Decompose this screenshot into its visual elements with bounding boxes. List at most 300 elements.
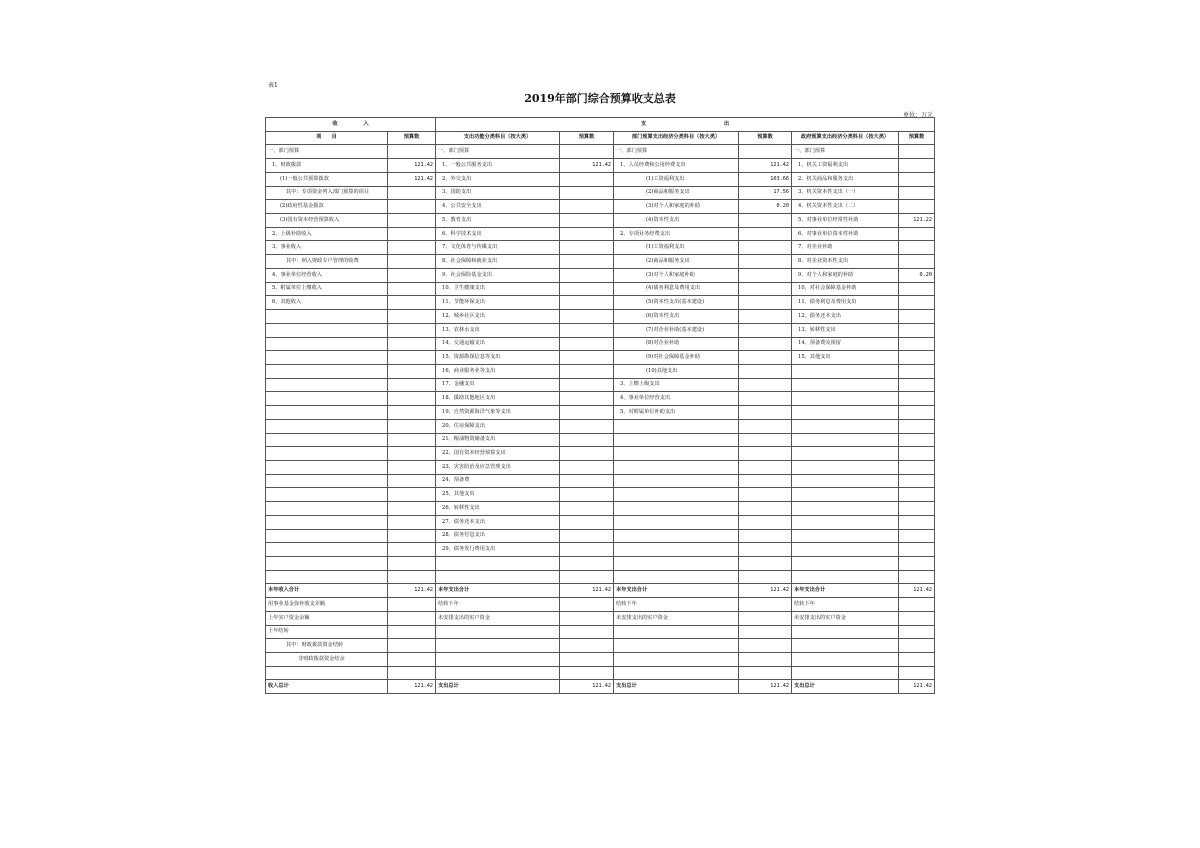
dept-econ-item-cell: 未安排支出的实户资金 <box>614 611 739 625</box>
dept-econ-item-cell <box>614 570 739 584</box>
func-amount-cell <box>560 557 614 571</box>
dept-econ-amount-cell <box>739 474 792 488</box>
dept-econ-amount-cell <box>739 653 792 667</box>
dept-econ-amount-cell <box>739 241 792 255</box>
dept-econ-item-cell: 3、上缴上级支出 <box>614 378 739 392</box>
gov-econ-item-cell: 4、机关资本性支出（二） <box>792 200 899 214</box>
func-item-cell: 支出总计 <box>436 680 560 694</box>
income-amount-cell: 121.42 <box>388 584 436 598</box>
table-row <box>266 268 935 282</box>
dept-econ-item-cell <box>614 488 739 502</box>
dept-econ-amount-cell <box>739 447 792 461</box>
income-item-cell <box>266 392 388 406</box>
gov-econ-item-cell: 9、对个人和家庭的补助 <box>792 268 899 282</box>
gov-econ-item-cell <box>792 653 899 667</box>
table-row <box>266 598 935 612</box>
func-item-cell: 29、债务发行费用支出 <box>436 543 560 557</box>
dept-econ-amount-cell <box>739 502 792 516</box>
gov-econ-amount-cell <box>899 296 935 310</box>
income-item-cell: 6、其他收入 <box>266 296 388 310</box>
income-amount-cell <box>388 653 436 667</box>
income-header: 收 入 <box>266 118 436 132</box>
dept-econ-item-cell <box>614 653 739 667</box>
income-amount-cell <box>388 186 436 200</box>
income-item-cell: 上年结转 <box>266 625 388 639</box>
func-amount-cell <box>560 419 614 433</box>
page-title: 2019年部门综合预算收支总表 <box>524 92 676 105</box>
income-item-cell <box>266 323 388 337</box>
dept-econ-item-cell <box>614 460 739 474</box>
func-amount-cell <box>560 515 614 529</box>
income-item-cell <box>266 337 388 351</box>
func-amount-cell <box>560 296 614 310</box>
dept-econ-item-cell: (2)商品和服务支出 <box>614 255 739 269</box>
income-item-cell <box>266 351 388 365</box>
table-row <box>266 255 935 269</box>
dept-econ-amount-cell <box>739 529 792 543</box>
dept-econ-item-cell: 结转下年 <box>614 598 739 612</box>
gov-econ-amount-cell <box>899 570 935 584</box>
gov-econ-item-cell <box>792 474 899 488</box>
income-amount-cell <box>388 378 436 392</box>
dept-econ-amount-cell <box>739 666 792 680</box>
gov-econ-item-cell: 15、其他支出 <box>792 351 899 365</box>
func-item-cell: 一、部门预算 <box>436 145 560 159</box>
func-item-cell: 8、社会保障和就业支出 <box>436 255 560 269</box>
gov-econ-amount-cell <box>899 186 935 200</box>
income-amount-cell <box>388 200 436 214</box>
gov-econ-amount-cell <box>899 611 935 625</box>
func-item-cell: 24、预备费 <box>436 474 560 488</box>
func-amount-cell <box>560 570 614 584</box>
func-item-cell: 10、卫生健康支出 <box>436 282 560 296</box>
gov-econ-item-cell: 3、机关资本性支出（一） <box>792 186 899 200</box>
func-amount-cell <box>560 543 614 557</box>
table-row <box>266 159 935 173</box>
gov-econ-amount-cell <box>899 433 935 447</box>
income-amount-cell <box>388 268 436 282</box>
gov-econ-amount-cell <box>899 323 935 337</box>
table-row <box>266 666 935 680</box>
income-item-cell: 一、部门预算 <box>266 145 388 159</box>
table-row <box>266 214 935 228</box>
func-amount-cell <box>560 474 614 488</box>
income-item-cell <box>266 543 388 557</box>
func-amount-cell: 121.42 <box>560 680 614 694</box>
dept-econ-amount-cell <box>739 557 792 571</box>
income-item-cell: 其中：纳入财政专户管理的收费 <box>266 255 388 269</box>
dept-econ-amount-cell <box>739 296 792 310</box>
dept-econ-item-cell: 4、事业单位经营支出 <box>614 392 739 406</box>
table-row <box>266 419 935 433</box>
table-row <box>266 406 935 420</box>
func-amount-cell <box>560 172 614 186</box>
income-item-cell: (3)国有资本经营预算收入 <box>266 214 388 228</box>
income-item-cell <box>266 502 388 516</box>
income-item-cell: 其中：专项资金列入部门预算的项目 <box>266 186 388 200</box>
income-amount-cell <box>388 447 436 461</box>
gov-econ-amount-cell <box>899 666 935 680</box>
header-row-section <box>266 118 935 132</box>
gov-econ-item-cell: 11、债务利息及费用支出 <box>792 296 899 310</box>
income-amount-cell <box>388 474 436 488</box>
func-amount-cell <box>560 310 614 324</box>
func-amount-cell <box>560 337 614 351</box>
income-amount-cell <box>388 337 436 351</box>
func-item-cell: 4、公共安全支出 <box>436 200 560 214</box>
gov-econ-item-cell <box>792 392 899 406</box>
func-item-cell <box>436 625 560 639</box>
income-item-cell: 3、事业收入 <box>266 241 388 255</box>
gov-econ-amount-cell <box>899 200 935 214</box>
func-item-cell <box>436 666 560 680</box>
table-row <box>266 227 935 241</box>
income-amount-cell <box>388 666 436 680</box>
gov-econ-amount-cell <box>899 447 935 461</box>
gov-econ-amount-cell <box>899 598 935 612</box>
func-item-cell: 14、交通运输支出 <box>436 337 560 351</box>
income-item-cell: (2)政府性基金拨款 <box>266 200 388 214</box>
dept-econ-amount-cell <box>739 488 792 502</box>
dept-econ-item-cell <box>614 447 739 461</box>
func-item-cell <box>436 653 560 667</box>
dept-econ-item-cell: 2、专项业务经费支出 <box>614 227 739 241</box>
income-amount-cell <box>388 639 436 653</box>
income-item-cell: 非财政拨款资金结余 <box>266 653 388 667</box>
income-item-cell: 2、上级补助收入 <box>266 227 388 241</box>
table-body <box>266 145 935 694</box>
dept-econ-item-cell: (3)对个人和家庭的补助 <box>614 200 739 214</box>
income-amount-cell <box>388 515 436 529</box>
dept-econ-item-cell: 一、部门预算 <box>614 145 739 159</box>
func-item-cell: 28、债务付息支出 <box>436 529 560 543</box>
gov-econ-amount-cell <box>899 310 935 324</box>
income-item-cell <box>266 570 388 584</box>
dept-econ-item-cell: 5、对附属单位补助支出 <box>614 406 739 420</box>
gov-econ-item-cell: 14、预备费及预留 <box>792 337 899 351</box>
header-row-columns <box>266 131 935 145</box>
func-amount-cell <box>560 364 614 378</box>
income-item-cell <box>266 406 388 420</box>
func-amount-cell <box>560 145 614 159</box>
expense-header: 支 出 <box>436 118 935 132</box>
dept-econ-amount-cell <box>739 570 792 584</box>
income-item-cell <box>266 447 388 461</box>
func-item-cell: 18、援助其他地区支出 <box>436 392 560 406</box>
dept-econ-amount-cell <box>739 625 792 639</box>
income-amount-cell <box>388 255 436 269</box>
income-amount-cell <box>388 433 436 447</box>
dept-econ-item-cell: (8)对企业补助 <box>614 337 739 351</box>
func-item-cell: 3、国防支出 <box>436 186 560 200</box>
func-amount-cell: 121.42 <box>560 159 614 173</box>
income-item-cell <box>266 557 388 571</box>
gov-econ-amount-cell <box>899 557 935 571</box>
income-amount-cell <box>388 310 436 324</box>
func-amount-cell <box>560 447 614 461</box>
func-amount-cell <box>560 639 614 653</box>
income-item-cell <box>266 666 388 680</box>
gov-econ-item-cell: 6、对事业单位资本性补助 <box>792 227 899 241</box>
dept-econ-amount-cell <box>739 392 792 406</box>
unit-label: 单位：万元 <box>902 112 933 119</box>
dept-econ-amount-cell <box>739 406 792 420</box>
func-amount-cell <box>560 227 614 241</box>
gov-econ-item-cell <box>792 419 899 433</box>
table-row <box>266 378 935 392</box>
table-row <box>266 680 935 694</box>
dept-econ-amount-cell <box>739 419 792 433</box>
gov-econ-amount-cell <box>899 639 935 653</box>
income-amount-cell <box>388 227 436 241</box>
func-item-cell: 17、金融支出 <box>436 378 560 392</box>
table-row <box>266 296 935 310</box>
func-item-cell: 25、其他支出 <box>436 488 560 502</box>
dept-econ-item-cell: (1)工资福利支出 <box>614 241 739 255</box>
func-item-cell: 1、一般公共服务支出 <box>436 159 560 173</box>
gov-econ-amount-cell <box>899 378 935 392</box>
income-amount-cell <box>388 611 436 625</box>
income-item-cell: 收入总计 <box>266 680 388 694</box>
gov-econ-amount-cell <box>899 227 935 241</box>
dept-econ-amount-cell <box>739 598 792 612</box>
income-item-cell <box>266 474 388 488</box>
table-row <box>266 241 935 255</box>
dept-econ-item-cell: (5)资本性支出(基本建设) <box>614 296 739 310</box>
gov-econ-amount-cell <box>899 145 935 159</box>
table-row <box>266 570 935 584</box>
gov-econ-item-cell <box>792 433 899 447</box>
dept-econ-amount-cell <box>739 460 792 474</box>
gov-econ-item-cell <box>792 378 899 392</box>
func-item-cell: 12、城乡社区支出 <box>436 310 560 324</box>
table-row <box>266 337 935 351</box>
table-row <box>266 639 935 653</box>
dept-econ-item-cell: (4)资本性支出 <box>614 214 739 228</box>
func-amount-cell <box>560 406 614 420</box>
gov-econ-item-cell <box>792 447 899 461</box>
dept-econ-item-cell <box>614 474 739 488</box>
table-row <box>266 653 935 667</box>
gov-econ-item-cell: 13、转移性支出 <box>792 323 899 337</box>
func-item-cell: 未安排支出的实户资金 <box>436 611 560 625</box>
func-amount-cell <box>560 351 614 365</box>
func-amount-cell <box>560 666 614 680</box>
gov-econ-amount-cell: 0.20 <box>899 268 935 282</box>
income-amount-cell <box>388 282 436 296</box>
gov-econ-item-cell <box>792 515 899 529</box>
func-amount-cell <box>560 502 614 516</box>
income-item-cell: 用事业基金弥补收支差额 <box>266 598 388 612</box>
func-item-cell <box>436 570 560 584</box>
func-item-cell: 15、资源勘探信息等支出 <box>436 351 560 365</box>
func-item-cell: 27、债务还本支出 <box>436 515 560 529</box>
gov-econ-amount-cell <box>899 419 935 433</box>
func-item-cell: 16、商业服务业等支出 <box>436 364 560 378</box>
table-row <box>266 282 935 296</box>
func-item-cell: 13、农林水支出 <box>436 323 560 337</box>
dept-econ-item-cell <box>614 639 739 653</box>
table-number: 表1 <box>268 82 278 89</box>
gov-econ-amount-cell <box>899 364 935 378</box>
dept-econ-amount-cell <box>739 282 792 296</box>
table-row <box>266 186 935 200</box>
income-amount-cell <box>388 351 436 365</box>
dept-econ-amount-cell: 121.42 <box>739 584 792 598</box>
table-row <box>266 310 935 324</box>
dept-econ-item-cell: 支出总计 <box>614 680 739 694</box>
dept-econ-item-cell <box>614 515 739 529</box>
dept-econ-item-cell: (10)其他支出 <box>614 364 739 378</box>
gov-econ-item-cell: 支出总计 <box>792 680 899 694</box>
table-row <box>266 200 935 214</box>
amount-column-header: 预算数 <box>899 131 935 145</box>
income-amount-cell <box>388 502 436 516</box>
table-row <box>266 364 935 378</box>
gov-econ-amount-cell <box>899 502 935 516</box>
gov-econ-item-cell <box>792 666 899 680</box>
gov-econ-item-cell <box>792 625 899 639</box>
dept-econ-item-cell: (4)债务利息及费用支出 <box>614 282 739 296</box>
income-amount-cell <box>388 406 436 420</box>
amount-column-header: 预算数 <box>739 131 792 145</box>
income-item-cell <box>266 488 388 502</box>
func-item-cell <box>436 639 560 653</box>
gov-econ-item-cell: 5、对事业单位经常性补助 <box>792 214 899 228</box>
gov-econ-amount-cell <box>899 172 935 186</box>
func-item-cell: 23、灾害防治及应急管理支出 <box>436 460 560 474</box>
dept-econ-item-cell <box>614 529 739 543</box>
dept-econ-item-cell: (3)对个人和家庭补助 <box>614 268 739 282</box>
gov-econ-item-cell: 结转下年 <box>792 598 899 612</box>
func-item-cell: 结转下年 <box>436 598 560 612</box>
income-amount-cell: 121.42 <box>388 172 436 186</box>
gov-econ-item-cell: 本年支出合计 <box>792 584 899 598</box>
dept-econ-item-cell: (9)对社会保障基金补助 <box>614 351 739 365</box>
func-amount-cell <box>560 625 614 639</box>
income-amount-cell <box>388 214 436 228</box>
budget-summary-table <box>265 117 935 694</box>
income-item-cell <box>266 310 388 324</box>
func-item-cell: 21、粮油物资储备支出 <box>436 433 560 447</box>
gov-econ-item-cell <box>792 570 899 584</box>
income-amount-cell <box>388 570 436 584</box>
gov-econ-amount-cell <box>899 255 935 269</box>
income-amount-cell <box>388 323 436 337</box>
table-row <box>266 447 935 461</box>
gov-econ-amount-cell <box>899 406 935 420</box>
dept-econ-amount-cell <box>739 337 792 351</box>
income-amount-cell <box>388 625 436 639</box>
func-amount-cell <box>560 255 614 269</box>
income-item-cell: 其中：财政拨款资金结转 <box>266 639 388 653</box>
income-amount-cell <box>388 296 436 310</box>
gov-econ-column-header: 政府预算支出经济分类科目（按大类） <box>792 131 899 145</box>
func-amount-cell <box>560 214 614 228</box>
gov-econ-amount-cell: 121.22 <box>899 214 935 228</box>
func-item-cell: 9、社会保险基金支出 <box>436 268 560 282</box>
income-amount-cell <box>388 460 436 474</box>
gov-econ-amount-cell: 121.42 <box>899 680 935 694</box>
dept-econ-item-cell <box>614 625 739 639</box>
income-amount-cell <box>388 529 436 543</box>
func-amount-cell <box>560 653 614 667</box>
dept-econ-item-cell <box>614 543 739 557</box>
income-amount-cell <box>388 557 436 571</box>
table-row <box>266 611 935 625</box>
gov-econ-amount-cell <box>899 460 935 474</box>
table-row <box>266 392 935 406</box>
func-amount-cell <box>560 186 614 200</box>
income-item-cell: 上年实户资金余额 <box>266 611 388 625</box>
func-amount-cell: 121.42 <box>560 584 614 598</box>
dept-econ-item-cell: 本年支出合计 <box>614 584 739 598</box>
func-amount-cell <box>560 323 614 337</box>
income-amount-cell <box>388 241 436 255</box>
func-item-cell: 22、国有资本经营预算支出 <box>436 447 560 461</box>
func-amount-cell <box>560 460 614 474</box>
table-row <box>266 474 935 488</box>
gov-econ-amount-cell <box>899 159 935 173</box>
gov-econ-amount-cell <box>899 351 935 365</box>
gov-econ-amount-cell <box>899 488 935 502</box>
income-item-cell <box>266 419 388 433</box>
gov-econ-item-cell: 未安排支出的实户资金 <box>792 611 899 625</box>
dept-econ-amount-cell <box>739 433 792 447</box>
income-amount-cell <box>388 364 436 378</box>
gov-econ-item-cell <box>792 639 899 653</box>
func-amount-cell <box>560 598 614 612</box>
dept-econ-item-cell: (7)对企业补助(基本建设) <box>614 323 739 337</box>
table-row <box>266 529 935 543</box>
dept-econ-item-cell <box>614 557 739 571</box>
dept-econ-amount-cell <box>739 639 792 653</box>
gov-econ-amount-cell <box>899 392 935 406</box>
dept-econ-item-cell <box>614 419 739 433</box>
dept-econ-amount-cell: 17.56 <box>739 186 792 200</box>
dept-econ-amount-cell <box>739 611 792 625</box>
table-row <box>266 557 935 571</box>
gov-econ-item-cell: 8、对企业资本性支出 <box>792 255 899 269</box>
gov-econ-amount-cell <box>899 653 935 667</box>
dept-econ-amount-cell <box>739 214 792 228</box>
dept-econ-amount-cell: 121.42 <box>739 159 792 173</box>
income-amount-cell <box>388 598 436 612</box>
dept-econ-amount-cell <box>739 364 792 378</box>
gov-econ-item-cell: 12、债务还本支出 <box>792 310 899 324</box>
func-amount-cell <box>560 268 614 282</box>
func-amount-cell <box>560 392 614 406</box>
func-item-cell <box>436 557 560 571</box>
income-item-cell: (1)一般公共预算拨款 <box>266 172 388 186</box>
income-item-cell <box>266 460 388 474</box>
gov-econ-amount-cell: 121.42 <box>899 584 935 598</box>
dept-econ-amount-cell <box>739 515 792 529</box>
gov-econ-item-cell <box>792 406 899 420</box>
gov-econ-item-cell: 10、对社会保障基金补助 <box>792 282 899 296</box>
income-item-cell: 本年收入合计 <box>266 584 388 598</box>
income-item-cell <box>266 364 388 378</box>
dept-econ-amount-cell: 0.20 <box>739 200 792 214</box>
gov-econ-item-cell <box>792 502 899 516</box>
dept-econ-item-cell: 1、人员经费和公用经费支出 <box>614 159 739 173</box>
dept-econ-amount-cell <box>739 351 792 365</box>
dept-econ-item-cell: (2)商品和服务支出 <box>614 186 739 200</box>
income-item-cell: 1、财政拨款 <box>266 159 388 173</box>
dept-econ-amount-cell <box>739 145 792 159</box>
func-class-column-header: 支出功能分类科目（按大类） <box>436 131 560 145</box>
func-item-cell: 7、文化体育与传媒支出 <box>436 241 560 255</box>
